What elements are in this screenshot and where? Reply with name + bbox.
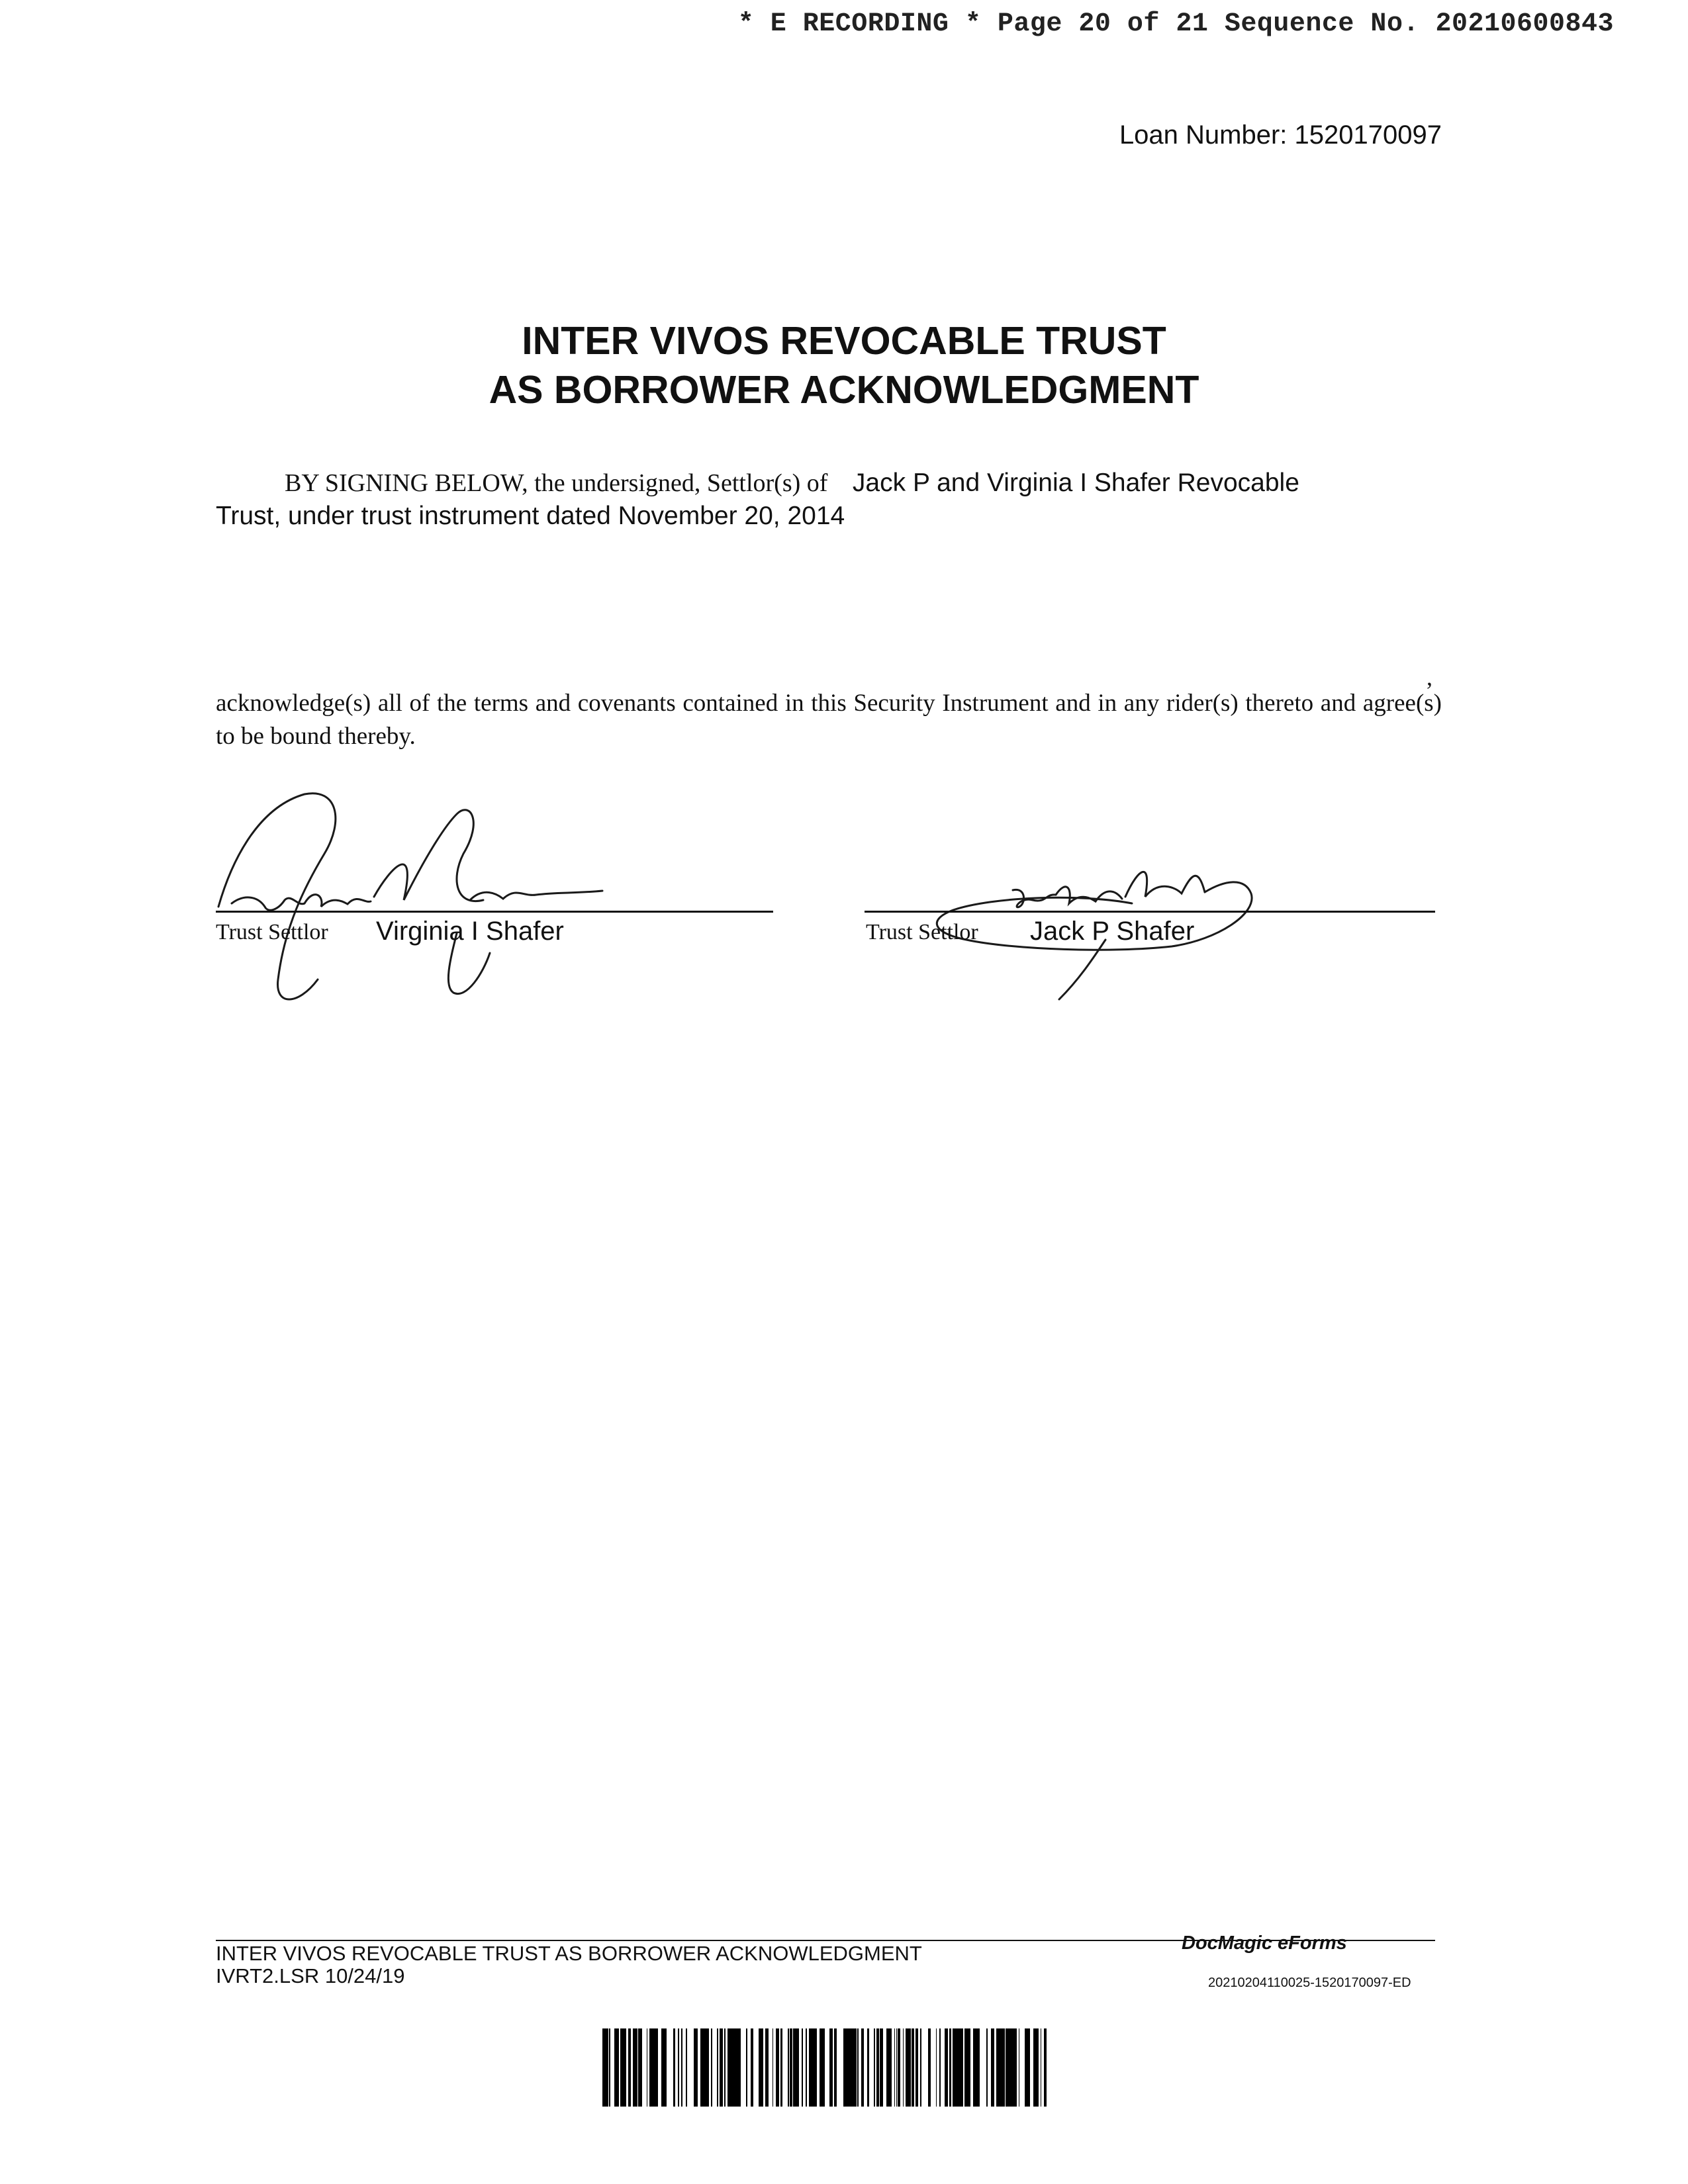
signature-label-2: Trust Settlor — [866, 920, 978, 944]
document-title — [0, 316, 1688, 414]
settlor-paragraph — [216, 467, 1474, 533]
signature-name-1: Virginia I Shafer — [376, 917, 564, 946]
footer-form-title: INTER VIVOS REVOCABLE TRUST AS BORROWER ACKNOWLEDGMENT — [216, 1942, 922, 1965]
footer-doc-id: 20210204110025-1520170097-ED — [1208, 1976, 1411, 1990]
intro-text: BY SIGNING BELOW, the undersigned, Settlor(s) of — [285, 469, 828, 497]
footer-brand: DocMagic eForms — [1182, 1933, 1347, 1954]
loan-number: Loan Number: 1520170097 — [1119, 120, 1442, 150]
signature-name-2: Jack P Shafer — [1030, 917, 1195, 946]
trust-name-line-1: Jack P and Virginia I Shafer Revocable — [852, 469, 1299, 497]
trust-name-line-2: Trust, under trust instrument dated November 20, 2014 — [216, 502, 845, 530]
title-line-1: INTER VIVOS REVOCABLE TRUST — [522, 319, 1166, 363]
barcode-icon — [602, 2028, 1053, 2107]
title-line-2: AS BORROWER ACKNOWLEDGMENT — [489, 368, 1199, 412]
signature-line-1 — [216, 911, 773, 913]
acknowledgment-paragraph: acknowledge(s) all of the terms and covenants contained in this Security Instrument and in any rider(s) thereto and agree(s) to be bound thereby. — [216, 690, 1442, 750]
signature-line-2 — [865, 911, 1435, 913]
recording-header: * E RECORDING * Page 20 of 21 Sequence No. 20210600843 — [737, 9, 1614, 39]
virginia-signature-icon — [205, 781, 642, 1013]
footer-form-code: IVRT2.LSR 10/24/19 — [216, 1964, 405, 1987]
signature-label-1: Trust Settlor — [216, 920, 328, 944]
stray-comma: , — [1427, 664, 1432, 690]
